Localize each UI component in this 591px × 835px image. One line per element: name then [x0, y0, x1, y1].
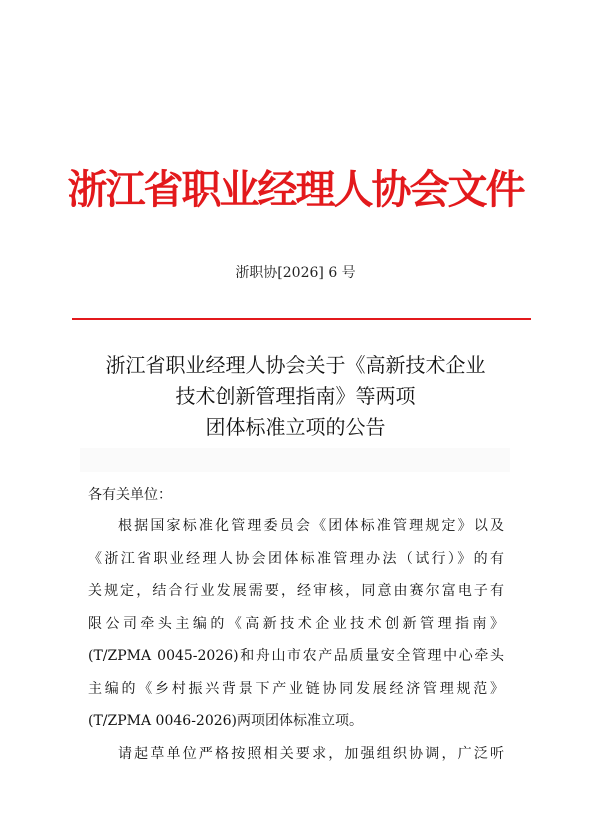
salutation: 各有关单位：	[88, 487, 172, 503]
body-text	[88, 510, 504, 770]
body-line: (T/ZPMA 0045-2026)和舟山市农产品质量安全管理中心牵头	[88, 648, 504, 664]
body-line: 限公司牵头主编的《高新技术企业技术创新管理指南》	[88, 615, 504, 632]
notice-title-line: 浙江省职业经理人协会关于《高新技术企业	[105, 353, 486, 377]
document-number: 浙职协[2026] 6 号	[235, 265, 356, 281]
body-line: 主编的《乡村振兴背景下产业链协同发展经济管理规范》	[88, 680, 504, 697]
body-line: 请起草单位严格按照相关要求，加强组织协调，广泛听	[118, 745, 504, 762]
notice-title-line: 技术创新管理指南》等两项	[175, 384, 416, 408]
body-line: 《浙江省职业经理人协会团体标准管理办法（试行）》的有	[88, 550, 504, 567]
red-divider-line	[72, 318, 531, 320]
body-line: 关规定，结合行业发展需要，经审核，同意由赛尔富电子有	[88, 583, 504, 599]
body-line: (T/ZPMA 0046-2026)两项团体标准立项。	[88, 713, 364, 729]
org-header-title: 浙江省职业经理人协会文件	[67, 166, 524, 213]
notice-title	[60, 350, 531, 443]
faint-background-band	[80, 448, 510, 472]
body-line: 根据国家标准化管理委员会《团体标准管理规定》以及	[118, 518, 504, 534]
notice-title-line: 团体标准立项的公告	[205, 415, 386, 439]
